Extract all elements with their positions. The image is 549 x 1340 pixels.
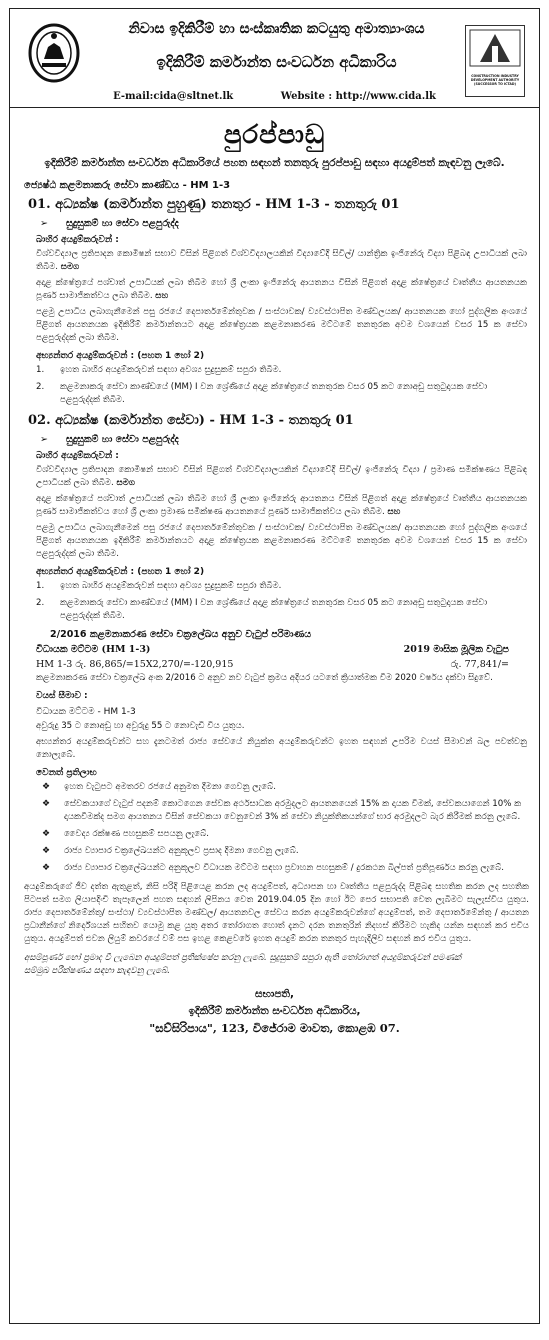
signature-org: ඉදිකිරීම් කර්මාන්ත සංවර්ධන අධිකාරිය, (188, 1005, 361, 1017)
post-1 (10, 197, 539, 407)
diamond-bullet-icon: ❖ (42, 799, 51, 809)
external-qualification: විශ්වවිද්‍යාල ප්‍රතිපාදන කොමිෂන් සභාව විසින් පිළිගත් විශ්වවිද්‍යාලයකින් විද්‍යාවේදී සිවිල්/ යාන්ත්‍රික ඉංජිනේරු විද්‍යා පිළිබඳ උපාධියක් ලබා තිබීම. සමග (36, 249, 527, 272)
sri-lanka-emblem-icon (28, 23, 80, 83)
diamond-bullet-icon: ❖ (42, 782, 51, 792)
signature-address: "සව්සිරිපාය", 123, විජේරාම මාවත, කොළඹ 07. (149, 1021, 400, 1035)
benefit-item: ❖ රාජ්‍ය ව්‍යාපාර චක්‍රලේඛයන්ට අනුකූලව ප්‍රසාද දීමනා ගෙවනු ලැබේ. (42, 846, 299, 856)
external-qualification: අදාළ ක්ෂේත්‍රයේ පශ්චාත් උපාධියක් ලබා තිබීම හෝ ශ්‍රී ලංකා ඉංජිනේරු ආයතනය විසින් පිළිගත් අදාළ ක්ෂේත්‍රයේ වෘත්තීය ආයතනයක පූර්ණ සාමාජිකත්වය හෝ ශ්‍රී ලංකා ප්‍රමාණ සමීක්ෂණ ආයතනයේ පූර්ණ සාමාජිකත්වය ලබා තිබීම. සහ (36, 494, 527, 517)
salary-value-row: HM 1-3 රු. 86,865/=15X2,270/=-120,915 රු. 77,841/= (36, 659, 509, 670)
header (10, 9, 539, 108)
website[interactable]: Website : http://www.cida.lk (280, 91, 436, 102)
internal-item: 2. කළමනාකරු සේවා කාණ්ඩයේ (MM) I වන ශ්‍රේණියේ අදාළ ක්ෂේත්‍රයේ තනතුරක වසර 05 කට නොඅඩු සතුටුදායක සේවා පළපුරුද්දක් තිබීම. (36, 382, 488, 405)
post-2 (10, 413, 539, 623)
signature-title: සභාපති, (255, 988, 294, 1000)
authority-name: ඉදිකිරීම් කර්මාන්ත සංවර්ධන අධිකාරිය (156, 53, 397, 71)
benefits-heading: වෙනත් ප්‍රතිලාභ (36, 768, 97, 778)
ministry-name: නිවාස ඉදිකිරීම් හා සංස්කෘතික කටයුතු අමාත්‍යාංශය (128, 21, 425, 37)
external-qualification: පළමු උපාධිය ලබාගැනීමෙන් පසු රජයේ දෙපාර්තමේන්තුවක / සංස්ථාවක/ ව්‍යවස්ථාපිත මණ්ඩලයක/ ආයතනයක හෝ පුද්ගලික අංශයේ පිළිගත් ආයතනයක ඉදිකිරීම් කර්මාන්තයට අදාළ ක්ෂේත්‍රයක කළමනාකරණ මට්ටමේ තනතුරක අවම වශයෙන් වසර 15 ක සේවා පළපුරුද්දක් ලබා තිබීම. (36, 523, 527, 559)
salary-label-row: විධායක මට්ටම (HM 1-3) 2019 මාසික මූලික වැටුප (36, 644, 509, 655)
diamond-bullet-icon: ❖ (42, 846, 51, 856)
benefit-item: ❖ ඉහත වැටුපට අමතරව රජයේ අනුමත දීමනා ගෙවනු ලැබේ. (42, 782, 276, 792)
post-2-subheading: ➢ සුදුසුකම් හා සේවා පළපුරුද්ද (40, 434, 179, 445)
rejection-note: අසම්පූර්ණ හෝ ප්‍රමාද වී ලැබෙන අයදුම්පත් ප්‍රතික්ෂේප කරනු ලැබේ. සුදුසුකම් සපුරා ඇති තෝරාගත් අයදුම්කරුවන් පමණක් සම්මුඛ පරීක්ෂණය සඳහා කැඳවනු ලැබේ. (24, 953, 462, 976)
diamond-bullet-icon: ❖ (42, 829, 51, 839)
benefit-item: ❖ වෛද්‍ය රක්ෂණ පහසුකම් සපයනු ලැබේ. (42, 829, 210, 839)
intro: ඉදිකිරීම් කර්මාන්ත සංවර්ධන අධිකාරියේ පහත සඳහන් තනතුරු පුරප්පාඩු සඳහා අයදුම්පත් කැඳවනු ලැබේ. (44, 157, 505, 169)
age-note: අභ්‍යන්තර අයදුම්කරුවන්ට සහ දැනටමත් රාජ්‍ය සේවයේ නියුක්ත අයදුම්කරුවන්ට ඉහත සඳහන් උපරිම වයස් සීමාවන් බල පවත්වනු නොලැබේ. (36, 737, 527, 760)
external-qualification: විශ්වවිද්‍යාල ප්‍රතිපාදන කොමිෂන් සභාව විසින් පිළිගත් විශ්වවිද්‍යාලයකින් විද්‍යාවේදී සිවිල්/ ඉංජිනේරු විද්‍යා / ප්‍රමාණ සමීක්ෂණය පිළිබඳ උපාධියක් ලබා තිබීම. සමග (36, 465, 527, 488)
arrow-icon: ➢ (40, 218, 48, 229)
signature-block (10, 986, 539, 1037)
application-instructions: අයදුම්කරුගේ ජීව දත්ත ඇතුළත්, නිසි පරිදි පිළියෙළ කරන ලද අයදුම්පත්, අධ්‍යාපන හා වෘත්තීය පළපුරුද්ද පිළිබඳ සහතික කරන ලද සහතික පිටපත් සමග ලියාපදිංචි තැපෑලෙන් පහත සඳහන් ලිපිනය වෙත 2019.04.05 දින හෝ ඊට පෙර සභාපති වෙත ලැබිමට සැලැස්විය යුතුය. රාජ්‍ය දෙපාර්තමේන්තු/ සංස්ථා/ ව්‍යවස්ථාපිත මණ්ඩල/ ආයතනවල සේවය කරන අයදුම්කරුවන්ගේ අයදුම්පත්, තම දෙපාර්තමේන්තු / ආයතන ප්‍රධානීන්ගේ නිර්දේශයන් සහිතව යොමු කළ යුතු අතර තෝරාගත හොත් දැනට දරන තනතුරින් නිදහස් කිරීමට හැකිද යන්න සඳහන් කර එවිය යුතුය. අයදුම්පත් එවන ලියුම් කවරයේ වම් පස ඉහළ කෙළවරේ ඉහත අයදුම් කරන තනතුර පැහැදිලිව සඳහන් කර එවිය යුතුය. (24, 882, 529, 944)
internal-label: අභ්‍යන්තර අයදුම්කරුවන් : (පහත 1 හෝ 2) (36, 351, 205, 361)
age-section (10, 691, 539, 762)
salary-note: කළමනාකරණ සේවා චක්‍රලේඛ අංක 2/2016 ට අනුව නව වැටුප් ක්‍රමය අදියර යටතේ ක්‍රියාත්මක වීම 2020 වර්ෂය දක්වා සිදුවේ. (36, 673, 493, 683)
email[interactable]: E-mail:cida@sltnet.lk (113, 91, 234, 102)
contact-line (10, 91, 539, 102)
external-qualification: පළමු උපාධිය ලබාගැනීමෙන් පසු රජයේ දෙපාර්තමේන්තුවක / සංස්ථාවක/ ව්‍යවස්ථාපිත මණ්ඩලයක/ ආයතනයක හෝ පුද්ගලික අංශයේ පිළිගත් ආයතනයක ඉදිකිරීම් කර්මාන්තයට අදාළ ක්ෂේත්‍රයක කළමනාකරණ මට්ටමේ තනතුරක අවම වශයෙන් වසර 15 ක සේවා පළපුරුද්දක් ලබා තිබීම. (36, 307, 527, 343)
age-range: අවුරුදු 35 ට නොඅඩු හා අවුරුදු 55 ට නොවැඩි විය යුතුය. (36, 721, 245, 731)
external-qualification: අදාළ ක්ෂේත්‍රයේ පශ්චාත් උපාධියක් ලබා තිබීම හෝ ශ්‍රී ලංකා ඉංජිනේරු ආයතනය විසින් පිළිගත් අදාළ ක්ෂේත්‍රයේ වෘත්තීය ආයතනයක පූර්ණ සාමාජිකත්වය ලබා තිබීම. සහ (36, 278, 527, 301)
internal-item: 2. කළමනාකරු සේවා කාණ්ඩයේ (MM) I වන ශ්‍රේණියේ අදාළ ක්ෂේත්‍රයේ තනතුරක වසර 05 කට නොඅඩු සතුටුදායක සේවා පළපුරුද්දක් තිබීම. (36, 598, 488, 621)
vacancy-notice (9, 8, 540, 1324)
diamond-bullet-icon: ❖ (42, 863, 51, 873)
benefit-item: ❖ රාජ්‍ය ව්‍යාපාර චක්‍රලේඛයන්ට අනුකූලව විධායක මට්ටම සඳහා ප්‍රවාහන පහසුකම් / දුරකථන බිල්පත් ප්‍රතිපූර්ණය කරනු ලැබේ. (42, 863, 505, 873)
benefits-section (10, 768, 539, 875)
post-2-title: 02. අධ්‍යක්ෂ (කර්මාන්ත සේවා) - HM 1-3 - තනතුරු 01 (28, 413, 354, 428)
internal-item: 1. ඉහත බාහිර අයදුම්කරුවන් සඳහා අවශ්‍ය සුදුසුකම් සපුරා තිබීම. (36, 365, 282, 375)
internal-item: 1. ඉහත බාහිර අයදුම්කරුවන් සඳහා අවශ්‍ය සුදුසුකම් සපුරා තිබීම. (36, 581, 282, 591)
service-category: ජ්‍යෙෂ්ඨ කළමනාකරු සේවා කාණ්ඩය - HM 1-3 (24, 180, 231, 191)
salary-section (10, 629, 539, 685)
internal-label: අභ්‍යන්තර අයදුම්කරුවන් : (පහත 1 හෝ 2) (36, 567, 205, 577)
cida-logo (465, 25, 525, 97)
cida-logo-text: CONSTRUCTION INDUSTRY DEVELOPMENT AUTHORITY (SUCCESSOR TO ICTAD) (470, 74, 520, 86)
arrow-icon: ➢ (40, 434, 48, 445)
cida-logo-icon (466, 26, 524, 70)
salary-heading: 2/2016 කළමනාකරණ සේවා චක්‍රලේඛය අනුව වැටුප් පරිමාණය (50, 629, 312, 640)
external-label: බාහිර අයදුම්කරුවන් : (36, 235, 119, 245)
external-label: බාහිර අයදුම්කරුවන් : (36, 451, 119, 461)
age-level: විධායක මට්ටම - HM 1-3 (36, 707, 136, 717)
post-1-title: 01. අධ්‍යක්ෂ (කර්මාන්ත පුහුණු) තනතුර - HM 1-3 - තනතුරු 01 (28, 197, 400, 212)
age-heading: වයස් සීමාව : (36, 691, 88, 701)
post-1-subheading: ➢ සුදුසුකම් හා සේවා පළපුරුද්ද (40, 218, 179, 229)
notice-title: පුරප්පාඩු (223, 120, 326, 150)
benefit-item: ❖ සේවකයාගේ වැටුප් පදනම් කොටගෙන සේවක අර්ථසාධක අරමුදලට ආයතනයෙන් 15% ක දායක වීමක්, සේවකයාගෙන් 10% ක දායකවීමක්ද සමග ආයතනය විසින් සේවකයා වෙනුවෙන් 3% ක් සේවා නියුක්තිකයන්ගේ භාර අරමුදලට බැර කිරීමක් කරනු ලැබේ. (42, 799, 522, 822)
